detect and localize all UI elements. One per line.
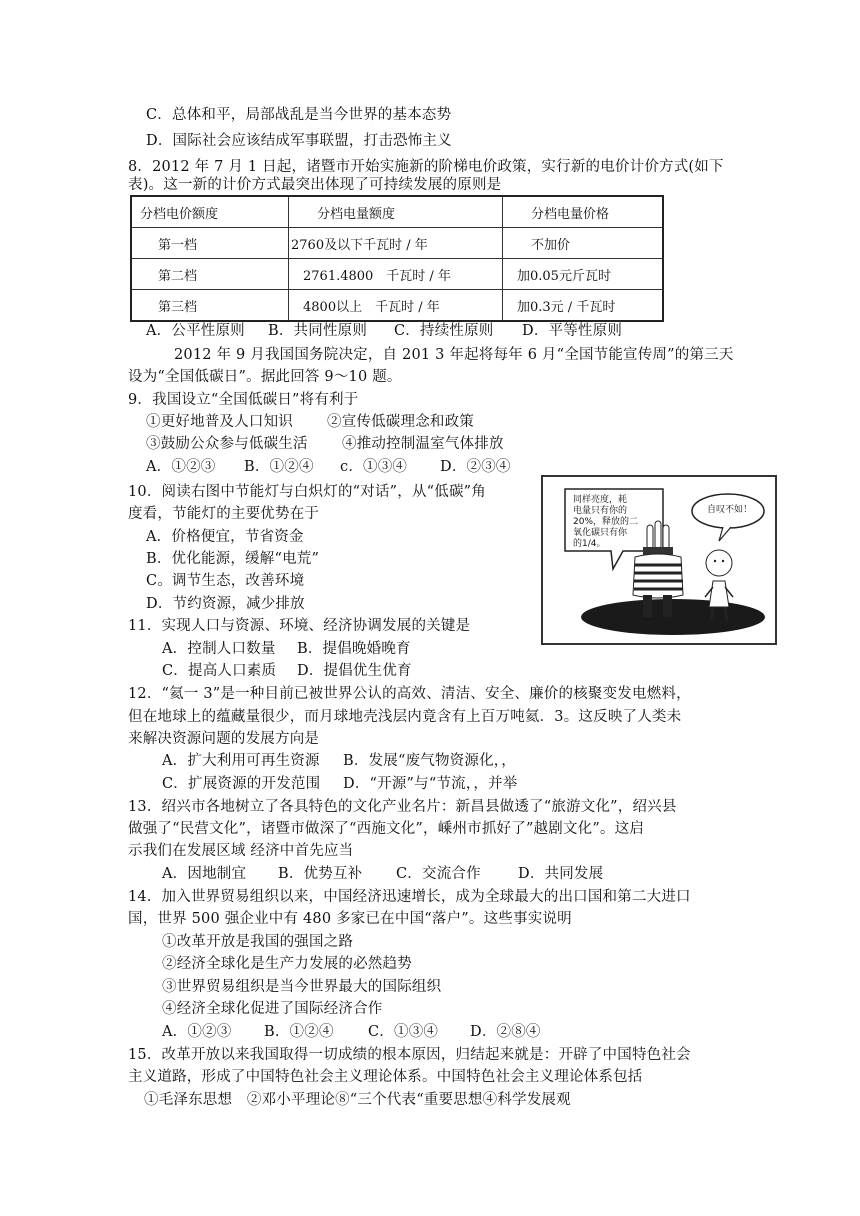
q9-option-a: A．①②③ — [146, 459, 216, 475]
table-row — [131, 228, 663, 259]
table-cell: 第三档 — [131, 290, 289, 322]
q9-10-intro-line1: 2012 年 9 月我国国务院决定，自 201 3 年起将每年 6 月“全国节能宣传周”的第三天 — [174, 347, 734, 363]
table-cell: 加0.05元斤瓦时 — [503, 259, 664, 290]
q12-stem-line1: 12．“氦一 3”是一种目前已被世界公认的高效、清洁、安全、廉价的核聚变发电燃料， — [128, 686, 691, 702]
table-cell: 加0.3元 / 千瓦时 — [503, 290, 664, 322]
energy-saving-bulb-cartoon — [541, 475, 777, 645]
q13-options — [162, 863, 603, 885]
q15-items: ①毛泽东思想 ②邓小平理论⑧“三个代表“重要思想④科学发展观 — [144, 1092, 571, 1108]
q8-stem-line2: 表)。这一新的计价方式最突出体现了可持续发展的原则是 — [128, 177, 502, 193]
q10-option-b: B．优化能源，缓解“电荒” — [146, 551, 320, 567]
q10-stem-line2: 度看，节能灯的主要优势在于 — [128, 506, 320, 522]
q14-item-3: ③世界贸易组织是当今世界最大的国际组织 — [162, 979, 442, 995]
table-header-row — [131, 196, 663, 228]
table-header-cell: 分档电量额度 — [289, 196, 503, 228]
q10-stem-line1: 10．阅读右图中节能灯与白炽灯的“对话”，从“低碳”角 — [128, 484, 486, 500]
q8-option-a: A．公平性原则 — [146, 323, 245, 339]
person-speech-text: 自叹不如！ — [707, 505, 753, 515]
bulb-speech-lines — [573, 495, 638, 550]
q13-stem-line3: 示我们在发展区域 经济中首先应当 — [128, 843, 354, 859]
q14-stem-line2: 国，世界 500 强企业中有 480 多家已在中国“落户”。这些事实说明 — [128, 911, 572, 927]
q9-item-2: ②宣传低碳理念和政策 — [327, 414, 474, 430]
q9-item-1: ①更好地普及人口知识 — [146, 414, 293, 430]
tiered-price-table — [130, 195, 664, 322]
q10-option-d: D．节约资源，减少排放 — [146, 596, 305, 612]
table-header-cell: 分档电量价格 — [503, 196, 664, 228]
option-c-prev: C．总体和平，局部战乱是当今世界的基本态势 — [146, 107, 452, 123]
bulb-speech-line: 电量只有你的 — [573, 506, 628, 516]
q12-option-d: D．“开源”与“节流，，并举 — [343, 776, 518, 792]
q12-option-a: A．扩大利用可再生资源 — [162, 753, 320, 769]
bulb-speech-line: 20%，释放的二 — [573, 517, 639, 527]
q11-option-c: C．提高人口素质 — [162, 663, 277, 679]
table-cell: 第一档 — [131, 228, 289, 259]
q11-option-d: D．提倡优生优育 — [297, 663, 412, 679]
q12-option-b: B．发展“废气物资源化，， — [343, 753, 516, 769]
q10-option-c: C。调节生态，改善环境 — [146, 573, 305, 589]
q10-option-a: A．价格便宜，节省资金 — [146, 529, 304, 545]
q9-option-c: c．①③④ — [340, 459, 408, 475]
q14-item-4: ④经济全球化促进了国际经济合作 — [162, 1001, 383, 1017]
q9-option-d: D．②③④ — [440, 459, 511, 475]
q9-stem: 9．我国设立“全国低碳日”将有利于 — [128, 392, 359, 408]
q11-option-a: A．控制人口数量 — [162, 641, 276, 657]
q14-stem-line1: 14．加入世界贸易组织以来，中国经济迅速增长，成为全球最大的出口国和第二大进口 — [128, 889, 691, 905]
q15-stem-line2: 主义道路，形成了中国特色社会主义理论体系。中国特色社会主义理论体系包括 — [128, 1069, 643, 1085]
q8-option-d: D．平等性原则 — [522, 323, 623, 339]
q11-stem: 11．实现人口与资源、环境、经济协调发展的关键是 — [128, 618, 471, 634]
table-cell: 2760及以下千瓦时 / 年 — [289, 228, 503, 259]
q12-stem-line3: 来解决资源问题的发展方向是 — [128, 731, 320, 747]
bulb-speech-line: 同样亮度，耗 — [573, 495, 628, 505]
bulb-speech-line: 氧化碳只有你 — [573, 528, 628, 538]
table-cell: 4800以上 千瓦时 / 年 — [289, 290, 503, 322]
q9-options — [146, 456, 511, 478]
option-d-prev: D．国际社会应该结成军事联盟，打击恐怖主义 — [146, 133, 452, 149]
table-header-cell: 分档电价额度 — [131, 196, 289, 228]
q9-item-4: ④推动控制温室气体排放 — [342, 436, 504, 452]
table-cell: 2761.4800 千瓦时 / 年 — [289, 259, 503, 290]
q13-option-b: B．优势互补 — [278, 866, 363, 882]
table-row — [131, 259, 663, 290]
q13-option-d: D．共同发展 — [518, 866, 604, 882]
q9-item-3: ③鼓励公众参与低碳生活 — [146, 436, 308, 452]
table-cell: 不加价 — [503, 228, 664, 259]
q14-option-a: A．①②③ — [162, 1024, 232, 1040]
q9-option-b: B．①②④ — [244, 459, 314, 475]
q8-option-b: B．共同性原则 — [268, 323, 368, 339]
q15-stem-line1: 15．改革开放以来我国取得一切成绩的根本原因，归结起来就是：开辟了中国特色社会 — [128, 1047, 691, 1063]
q11-option-b: B．提倡晚婚晚育 — [297, 641, 411, 657]
q14-option-c: C．①③④ — [368, 1024, 439, 1040]
q13-stem-line1: 13．绍兴市各地树立了各具特色的文化产业名片：新昌县做透了“旅游文化”，绍兴县 — [128, 799, 677, 815]
q8-options — [146, 320, 622, 342]
q14-item-1: ①改革开放是我国的强国之路 — [162, 934, 354, 950]
q12-option-c: C．扩展资源的开发范围 — [162, 776, 321, 792]
table-cell: 第二档 — [131, 259, 289, 290]
q8-stem-line1: 8．2012 年 7 月 1 日起，诸暨市开始实施新的阶梯电价政策，实行新的电价计价方式(如下 — [128, 159, 724, 175]
q14-option-b: B．①②④ — [264, 1024, 334, 1040]
q12-stem-line2: 但在地球上的蕴藏量很少，而月球地壳浅层内竟含有上百万吨氦．3。这反映了人类未 — [128, 709, 682, 725]
q14-options — [162, 1021, 541, 1043]
q13-stem-line2: 做强了“民营文化”，诸暨市做深了“西施文化”，嵊州市抓好了”越剧文化”。这启 — [128, 821, 645, 837]
table-row — [131, 290, 663, 322]
bulb-speech-line: 的1/4。 — [573, 539, 606, 549]
q9-10-intro-line2: 设为“全国低碳日”。据此回答 9～10 题。 — [128, 369, 402, 385]
q14-item-2: ②经济全球化是生产力发展的必然趋势 — [162, 956, 412, 972]
q14-option-d: D．②⑧④ — [470, 1024, 541, 1040]
q8-option-c: C．持续性原则 — [394, 323, 494, 339]
q13-option-c: C．交流合作 — [396, 866, 481, 882]
q13-option-a: A．因地制宜 — [162, 866, 247, 882]
